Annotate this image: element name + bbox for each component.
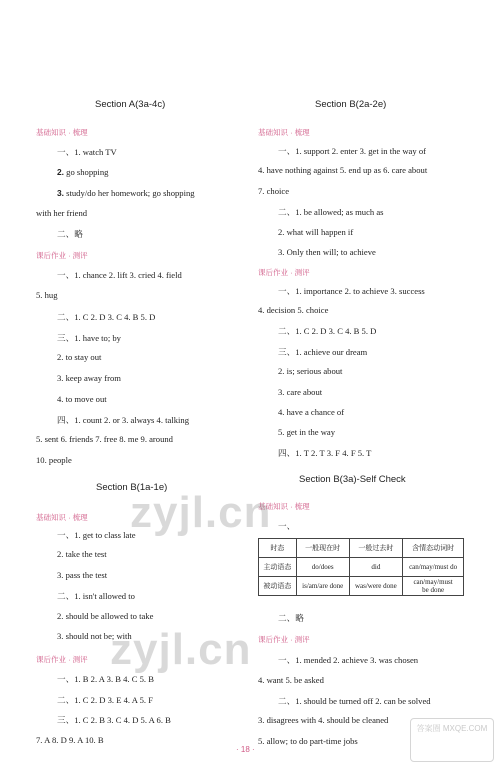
answer-line: 3. Only then will; to achieve — [278, 247, 376, 257]
page-number: · 18 · — [236, 745, 255, 754]
table-cell: 时态 — [259, 539, 297, 558]
answer-line: 2. what will happen if — [278, 227, 354, 237]
answer-line: 3. keep away from — [57, 373, 121, 383]
answer-line: 4. have nothing against 5. end up as 6. care about — [258, 165, 428, 175]
answer-line: 一、1. watch TV — [57, 147, 117, 157]
section-title: Section B(2a-2e) — [315, 99, 387, 110]
table-cell: is/am/are done — [296, 577, 349, 596]
table-cell: did — [349, 558, 403, 577]
answer-line: with her friend — [36, 208, 88, 218]
answer-line: 2. is; serious about — [278, 366, 343, 376]
answer-line: 一、1. B 2. A 3. B 4. C 5. B — [57, 674, 154, 684]
table-row — [259, 539, 464, 558]
answer-line: 3. study/do her homework; go shopping — [57, 188, 195, 198]
answer-line: 3. disagrees with 4. should be cleaned — [258, 715, 389, 725]
answer-line: 三、1. achieve our dream — [278, 347, 368, 357]
answer-line: 二、1. C 2. D 3. E 4. A 5. F — [57, 695, 153, 705]
answer-line: 2. to stay out — [57, 352, 102, 362]
answer-line: 2. take the test — [57, 549, 107, 559]
answer-line: 5. hug — [36, 290, 58, 300]
answer-line: 一、1. chance 2. lift 3. cried 4. field — [57, 270, 182, 280]
tense-table — [258, 538, 464, 596]
site-logo: 答案圈 MXQE.COM — [410, 718, 494, 762]
answer-line: 二、1. isn't allowed to — [57, 591, 135, 601]
answer-line: 2. go shopping — [57, 167, 109, 177]
table-row — [259, 577, 464, 596]
section-tag: 基础知识 · 梳理 — [36, 513, 88, 522]
section-tag: 基础知识 · 梳理 — [258, 128, 310, 137]
section-tag: 基础知识 · 梳理 — [258, 502, 310, 511]
answer-line: 三、1. C 2. B 3. C 4. D 5. A 6. B — [57, 715, 171, 725]
answer-line: 四、1. T 2. T 3. F 4. F 5. T — [278, 448, 372, 458]
answer-line: 3. care about — [278, 387, 323, 397]
answer-line: 4. to move out — [57, 394, 107, 404]
answer-line: 5. sent 6. friends 7. free 8. me 9. around — [36, 434, 173, 444]
answer-line: 一、 — [278, 521, 296, 531]
table-cell: 含情态动词时 — [403, 539, 464, 558]
table-cell: can/may/must be done — [403, 577, 464, 596]
answer-line: 5. allow; to do part-time jobs — [258, 736, 358, 746]
table-row — [259, 558, 464, 577]
answer-line: 二、1. C 2. D 3. C 4. B 5. D — [278, 326, 377, 336]
table-cell: was/were done — [349, 577, 403, 596]
watermark: zyjl.cn — [130, 488, 272, 537]
table-cell: can/may/must do — [403, 558, 464, 577]
answer-line: 3. pass the test — [57, 570, 108, 580]
section-tag: 课后作业 · 测评 — [36, 251, 88, 260]
answer-line: 5. get in the way — [278, 427, 336, 437]
answer-line: 4. want 5. be asked — [258, 675, 324, 685]
answer-line: 二、1. should be turned off 2. can be solved — [278, 696, 431, 706]
answer-line: 二、略 — [278, 613, 304, 623]
table-cell: 主动语态 — [259, 558, 297, 577]
section-tag: 课后作业 · 测评 — [258, 268, 310, 277]
answer-line: 一、1. get to class late — [57, 530, 136, 540]
answer-line: 三、1. have to; by — [57, 333, 121, 343]
answer-line: 二、略 — [57, 229, 83, 239]
answer-line: 2. should be allowed to take — [57, 611, 154, 621]
table-cell: do/does — [296, 558, 349, 577]
answer-line: 二、1. C 2. D 3. C 4. B 5. D — [57, 312, 156, 322]
answer-line: 四、1. count 2. or 3. always 4. talking — [57, 415, 189, 425]
answer-line: 3. should not be; with — [57, 631, 132, 641]
section-title: Section B(1a-1e) — [96, 482, 168, 493]
answer-line: 4. decision 5. choice — [258, 305, 329, 315]
answer-line: 二、1. be allowed; as much as — [278, 207, 384, 217]
answer-line: 一、1. support 2. enter 3. get in the way of — [278, 146, 426, 156]
answer-line: 一、1. importance 2. to achieve 3. success — [278, 286, 425, 296]
answer-line: 7. A 8. D 9. A 10. B — [36, 735, 104, 745]
table-cell: 一般过去时 — [349, 539, 403, 558]
answer-line: 7. choice — [258, 186, 290, 196]
section-tag: 基础知识 · 梳理 — [36, 128, 88, 137]
table-cell: 被动语态 — [259, 577, 297, 596]
section-tag: 课后作业 · 测评 — [258, 635, 310, 644]
table-cell: 一般现在时 — [296, 539, 349, 558]
section-tag: 课后作业 · 测评 — [36, 655, 88, 664]
section-title: Section B(3a)-Self Check — [299, 474, 406, 485]
answer-line: 4. have a chance of — [278, 407, 345, 417]
answer-line: 10. people — [36, 455, 72, 465]
answer-line: 一、1. mended 2. achieve 3. was chosen — [278, 655, 419, 665]
watermark: zyjl.cn — [110, 625, 252, 674]
section-title: Section A(3a-4c) — [95, 99, 166, 110]
